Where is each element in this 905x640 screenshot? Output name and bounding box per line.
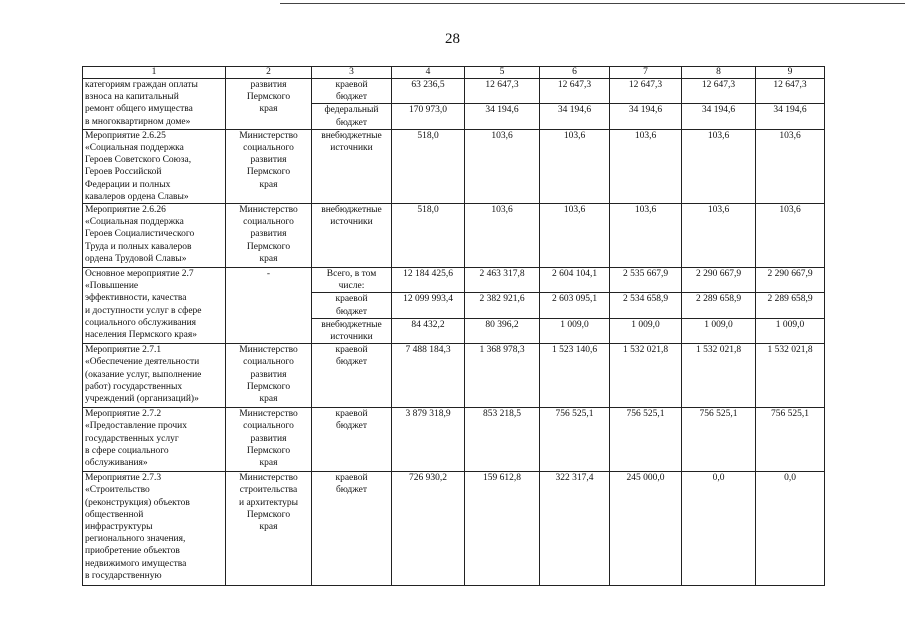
executor-line: социального [243, 421, 294, 432]
amount-cell: 2 604 104,1 [540, 268, 610, 293]
activity-name-line: Мероприятие 2.7.3 [85, 473, 162, 484]
funding-source-line: федеральный [324, 105, 379, 116]
amount-cell: 12 647,3 [756, 79, 825, 104]
amount-cell: 103,6 [540, 129, 610, 203]
activity-name-line: работ) государственных [85, 381, 183, 392]
amount-cell: 103,6 [756, 204, 825, 268]
amount-cell: 1 532 021,8 [610, 344, 682, 408]
activity-name-line: «Строительство [85, 485, 150, 496]
amount-cell: 2 534 658,9 [610, 293, 682, 318]
amount-cell: 1 532 021,8 [682, 344, 756, 408]
executor-line: социального [243, 357, 294, 368]
funding-source-line: краевой [335, 345, 368, 356]
funding-source-line: внебюджетные [321, 205, 382, 216]
activity-name-line: «Повышение [85, 281, 139, 292]
amount-cell: 756 525,1 [756, 408, 825, 472]
activity-name-cell [83, 408, 226, 472]
executor-line: строительства [239, 485, 298, 496]
activity-name-cell [83, 79, 226, 130]
funding-source-cell [312, 408, 392, 472]
activity-name-cell [83, 268, 226, 344]
amount-cell: 756 525,1 [682, 408, 756, 472]
executor-line: развития [250, 80, 287, 90]
activity-name-line: Труда и полных кавалеров [85, 241, 192, 252]
column-header: 4 [392, 67, 465, 79]
table-row [83, 79, 825, 104]
column-header: 8 [682, 67, 756, 79]
activity-name-line: Героев Советского Союза, [85, 155, 192, 166]
amount-cell: 12 647,3 [682, 79, 756, 104]
executor-line: края [259, 179, 278, 190]
amount-cell: 34 194,6 [465, 104, 540, 129]
executor-line: и архитектуры [238, 497, 299, 508]
amount-cell: 1 532 021,8 [756, 344, 825, 408]
activity-name-line: Мероприятие 2.6.25 [85, 130, 166, 141]
amount-cell: 103,6 [465, 204, 540, 268]
column-header: 7 [610, 67, 682, 79]
activity-name-line: общественной [85, 509, 144, 520]
amount-cell: 245 000,0 [610, 472, 682, 586]
amount-cell: 84 432,2 [392, 318, 465, 343]
table-row [83, 268, 825, 293]
amount-cell: 12 647,3 [610, 79, 682, 104]
executor-line: Министерство [239, 205, 298, 216]
table-row [83, 204, 825, 268]
funding-source-line: краевой [335, 473, 368, 484]
table-row [83, 408, 825, 472]
table-row [83, 344, 825, 408]
activity-name-line: и доступности услуг в сфере [85, 305, 202, 316]
amount-cell: 853 218,5 [465, 408, 540, 472]
amount-cell: 103,6 [540, 204, 610, 268]
amount-cell: 159 612,8 [465, 472, 540, 586]
amount-cell: 2 289 658,9 [682, 293, 756, 318]
amount-cell: 2 290 667,9 [756, 268, 825, 293]
executor-line: развития [250, 369, 287, 380]
column-header: 5 [465, 67, 540, 79]
table-body [83, 67, 825, 586]
activity-name-line: «Предоставление прочих [85, 421, 187, 432]
amount-cell: 103,6 [682, 129, 756, 203]
amount-cell: 103,6 [610, 204, 682, 268]
amount-cell: 12 647,3 [465, 79, 540, 104]
amount-cell: 12 184 425,6 [392, 268, 465, 293]
activity-name-line: категориям граждан оплаты [85, 80, 198, 90]
funding-source-line: бюджет [335, 421, 368, 432]
funding-source-line: внебюджетные [321, 130, 382, 141]
funding-source-cell [312, 104, 392, 129]
amount-cell: 1 009,0 [540, 318, 610, 343]
activity-name-line: «Социальная поддержка [85, 217, 184, 228]
activity-name-line: государственных услуг [85, 433, 179, 444]
executor-cell [226, 129, 312, 203]
executor-cell [226, 79, 312, 130]
amount-cell: 2 289 658,9 [756, 293, 825, 318]
amount-cell: 34 194,6 [610, 104, 682, 129]
amount-cell: 1 009,0 [682, 318, 756, 343]
amount-cell: 12 099 993,4 [392, 293, 465, 318]
amount-cell: 518,0 [392, 129, 465, 203]
funding-source-cell [312, 472, 392, 586]
funding-source-cell [312, 293, 392, 318]
funding-source-line: источники [330, 143, 373, 154]
top-rule [280, 3, 905, 4]
activity-name-line: регионального значения, [85, 534, 186, 545]
amount-cell: 12 647,3 [540, 79, 610, 104]
activity-name-line: Героев Социалистического [85, 229, 195, 240]
executor-line: Министерство [239, 473, 298, 484]
executor-line: Пермского [246, 509, 291, 520]
executor-line: края [259, 394, 278, 405]
funding-source-line: источники [330, 217, 373, 228]
funding-source-cell [312, 344, 392, 408]
executor-line: Министерство [239, 130, 298, 141]
column-header: 3 [312, 67, 392, 79]
amount-cell: 34 194,6 [756, 104, 825, 129]
activity-name-line: обслуживания» [85, 458, 148, 469]
activity-name-line: Мероприятие 2.7.1 [85, 345, 162, 356]
funding-source-line: бюджет [335, 117, 368, 128]
column-header: 2 [226, 67, 312, 79]
table-row [83, 129, 825, 203]
executor-cell [226, 344, 312, 408]
funding-source-line: бюджет [335, 306, 368, 317]
amount-cell: 63 236,5 [392, 79, 465, 104]
funding-source-line: краевой [335, 80, 368, 90]
executor-cell [226, 472, 312, 586]
executor-line: социального [243, 217, 294, 228]
funding-source-line: внебюджетные [321, 319, 382, 330]
activity-name-line: Основное мероприятие 2.7 [85, 269, 194, 280]
funding-source-cell [312, 204, 392, 268]
amount-cell: 34 194,6 [540, 104, 610, 129]
activity-name-line: в многоквартирном доме» [85, 116, 191, 127]
activity-name-line: «Обеспечение деятельности [85, 357, 200, 368]
activity-name-line: Федерации и полных [85, 179, 171, 190]
activity-name-line: взноса на капитальный [85, 92, 179, 103]
activity-name-line: (реконструкция) объектов [85, 497, 190, 508]
activity-name-line: ордена Трудовой Славы» [85, 253, 187, 264]
amount-cell: 1 009,0 [756, 318, 825, 343]
amount-cell: 103,6 [610, 129, 682, 203]
amount-cell: 518,0 [392, 204, 465, 268]
amount-cell: 170 973,0 [392, 104, 465, 129]
amount-cell: 103,6 [465, 129, 540, 203]
activity-name-line: «Социальная поддержка [85, 143, 184, 154]
executor-line: края [259, 522, 278, 533]
column-header: 1 [83, 67, 226, 79]
funding-source-line: бюджет [335, 92, 368, 103]
activity-name-line: эффективности, качества [85, 293, 187, 304]
activity-name-line: недвижимого имущества [85, 558, 187, 569]
amount-cell: 1 368 978,3 [465, 344, 540, 408]
executor-line: Пермского [246, 92, 291, 103]
activity-name-line: населения Пермского края» [85, 330, 198, 341]
amount-cell: 2 463 317,8 [465, 268, 540, 293]
executor-line: развития [250, 433, 287, 444]
column-header: 6 [540, 67, 610, 79]
activity-name-cell [83, 204, 226, 268]
executor-cell [226, 204, 312, 268]
amount-cell: 7 488 184,3 [392, 344, 465, 408]
activity-name-cell [83, 129, 226, 203]
amount-cell: 322 317,4 [540, 472, 610, 586]
executor-line: Министерство [239, 409, 298, 420]
table-row [83, 472, 825, 586]
amount-cell: 80 396,2 [465, 318, 540, 343]
executor-line: Пермского [246, 241, 291, 252]
activity-name-line: кавалеров ордена Славы» [85, 191, 189, 202]
funding-source-line: краевой [335, 294, 368, 305]
amount-cell: 103,6 [682, 204, 756, 268]
executor-line: развития [250, 155, 287, 166]
funding-source-line: бюджет [335, 485, 368, 496]
amount-cell: 2 535 667,9 [610, 268, 682, 293]
amount-cell: 756 525,1 [610, 408, 682, 472]
activity-name-line: учреждений (организаций)» [85, 394, 199, 405]
funding-source-line: краевой [335, 409, 368, 420]
executor-line: края [259, 104, 278, 115]
executor-line: социального [243, 143, 294, 154]
activity-name-line: в сфере социального [85, 445, 169, 456]
amount-cell: 0,0 [682, 472, 756, 586]
activity-name-line: Героев Российской [85, 167, 162, 178]
amount-cell: 2 290 667,9 [682, 268, 756, 293]
amount-cell: 3 879 318,9 [392, 408, 465, 472]
funding-source-cell [312, 129, 392, 203]
amount-cell: 2 382 921,6 [465, 293, 540, 318]
executor-line: края [259, 458, 278, 469]
amount-cell: 756 525,1 [540, 408, 610, 472]
header-row [83, 67, 825, 79]
amount-cell: 1 009,0 [610, 318, 682, 343]
executor-cell [226, 408, 312, 472]
amount-cell: 0,0 [756, 472, 825, 586]
activity-name-line: Мероприятие 2.7.2 [85, 409, 162, 420]
executor-line: Пермского [246, 381, 291, 392]
funding-source-line: источники [330, 332, 373, 343]
executor-line: Пермского [246, 445, 291, 456]
activity-name-cell [83, 472, 226, 586]
activity-name-cell [83, 344, 226, 408]
executor-line: Министерство [239, 345, 298, 356]
budget-table [82, 66, 825, 586]
page-number: 28 [445, 31, 460, 47]
funding-source-cell [312, 268, 392, 293]
activity-name-line: (оказание услуг, выполнение [85, 369, 202, 380]
amount-cell: 726 930,2 [392, 472, 465, 586]
executor-line: края [259, 253, 278, 264]
amount-cell: 34 194,6 [682, 104, 756, 129]
executor-line: развития [250, 229, 287, 240]
amount-cell: 103,6 [756, 129, 825, 203]
amount-cell: 2 603 095,1 [540, 293, 610, 318]
executor-line: Пермского [246, 167, 291, 178]
activity-name-line: социального обслуживания [85, 317, 197, 328]
activity-name-line: приобретение объектов [85, 546, 180, 557]
activity-name-line: Мероприятие 2.6.26 [85, 205, 166, 216]
funding-source-cell [312, 79, 392, 104]
activity-name-line: ремонт общего имущества [85, 104, 193, 115]
funding-source-line: числе: [338, 281, 365, 292]
executor-cell [226, 268, 312, 344]
funding-source-line: Всего, в том [326, 269, 377, 280]
activity-name-line: инфраструктуры [85, 522, 153, 533]
funding-source-cell [312, 318, 392, 343]
executor-line: - [266, 269, 271, 280]
activity-name-line: в государственную [85, 570, 162, 581]
amount-cell: 1 523 140,6 [540, 344, 610, 408]
funding-source-line: бюджет [335, 357, 368, 368]
column-header: 9 [756, 67, 825, 79]
